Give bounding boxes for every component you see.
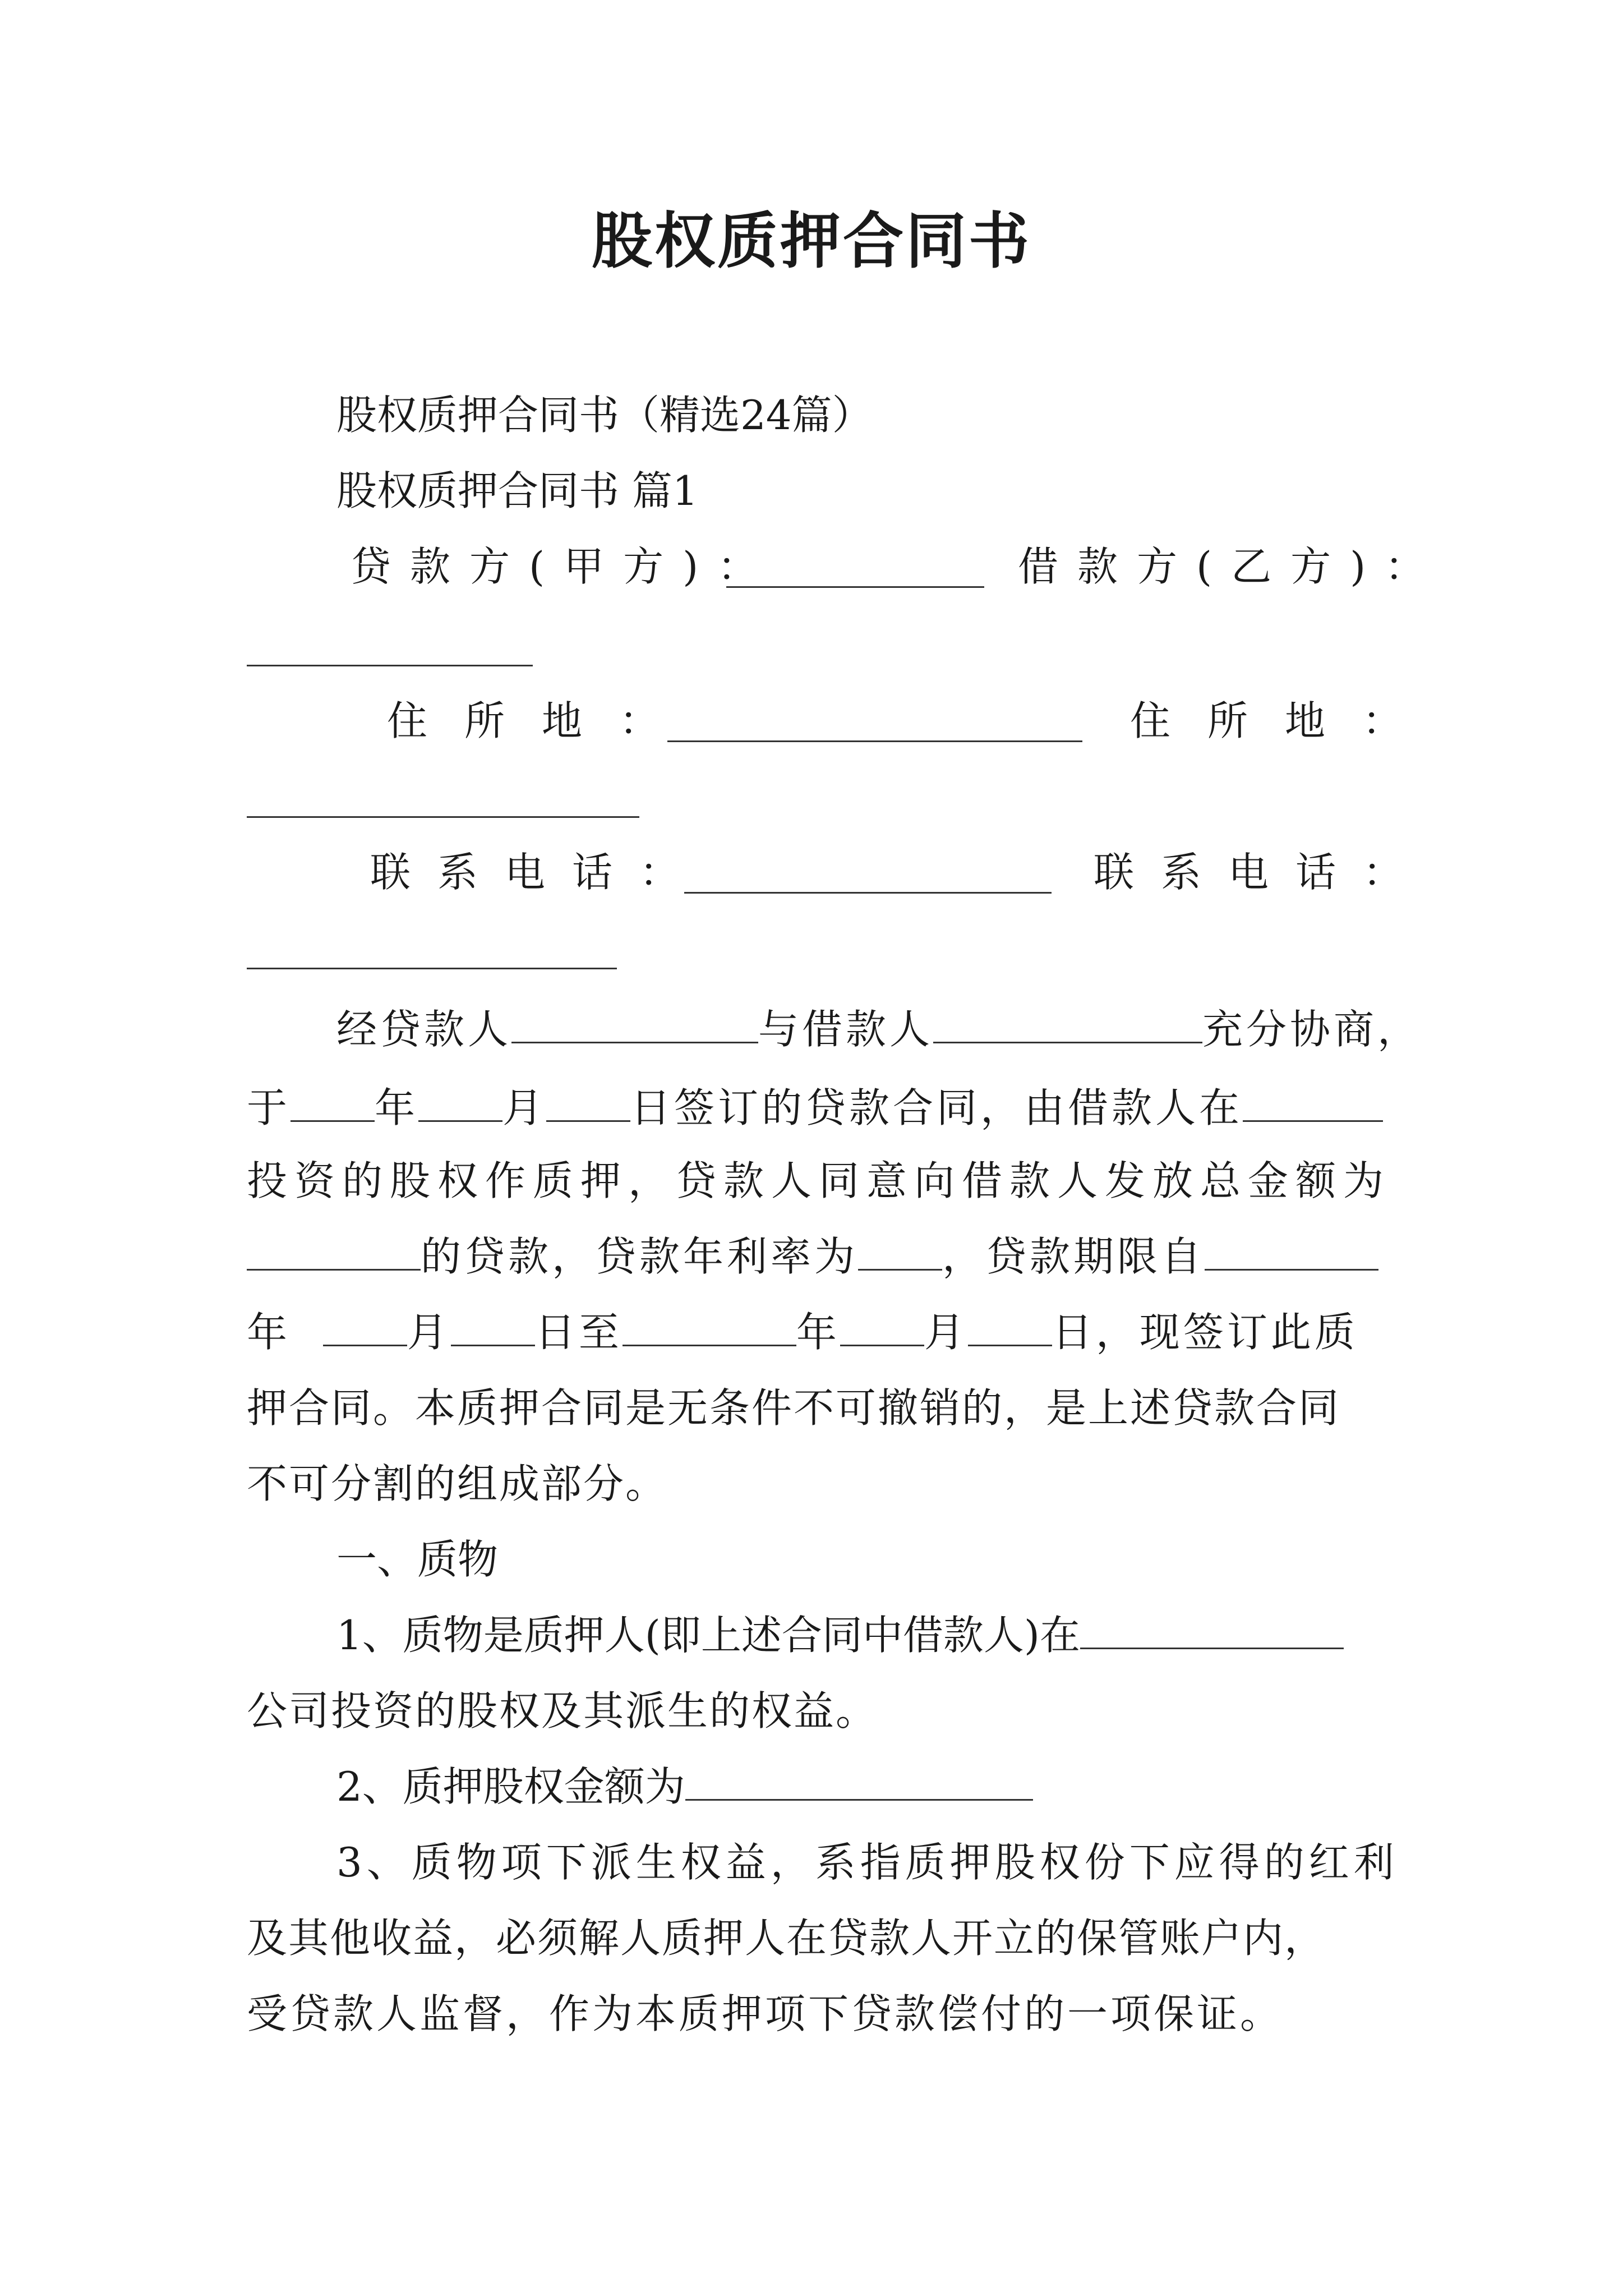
para1-line6: 押合同。本质押合同是无条件不可撤销的，是上述贷款合同 bbox=[247, 1384, 1341, 1432]
heading-zhiwu: 一、质物 bbox=[336, 1536, 499, 1583]
text: 日签订的贷款合同，由借款人在 bbox=[630, 1084, 1243, 1131]
fill-blank bbox=[418, 1087, 502, 1122]
item3-line3: 受贷款人监督，作为本质押项下贷款偿付的一项保证。 bbox=[247, 1990, 1284, 2037]
address-a-blank bbox=[667, 740, 1082, 742]
phone-b-label: 联系电话： bbox=[1094, 849, 1431, 896]
text: 于 bbox=[247, 1084, 291, 1131]
text: 年 bbox=[247, 1309, 291, 1356]
party-a-blank bbox=[726, 586, 984, 588]
text: 日至 bbox=[534, 1309, 623, 1356]
para1-line7: 不可分割的组成部分。 bbox=[247, 1460, 668, 1507]
para1-line4 bbox=[247, 1228, 1378, 1285]
phone-a-label: 联系电话： bbox=[370, 849, 707, 896]
para1-line2 bbox=[247, 1080, 1383, 1136]
address-b-blank bbox=[247, 816, 639, 818]
text: 日，现签订此质 bbox=[1052, 1309, 1358, 1356]
fill-blank bbox=[1080, 1614, 1344, 1649]
address-b-label: 住所地： bbox=[1130, 697, 1440, 744]
fill-blank bbox=[1243, 1087, 1383, 1122]
text: 月 bbox=[407, 1309, 451, 1356]
phone-b-blank bbox=[247, 968, 617, 969]
text: 与借款人 bbox=[758, 1006, 934, 1053]
phone-a-blank bbox=[684, 892, 1052, 894]
fill-blank bbox=[968, 1311, 1052, 1346]
fill-blank bbox=[1205, 1235, 1378, 1271]
fill-blank bbox=[546, 1087, 630, 1122]
item1-line2: 公司投资的股权及其派生的权益。 bbox=[247, 1687, 878, 1734]
document-title: 股权质押合同书 bbox=[591, 206, 1031, 277]
fill-blank bbox=[840, 1311, 924, 1346]
text: 经贷款人 bbox=[336, 1006, 512, 1053]
fill-blank bbox=[291, 1087, 375, 1122]
party-b-label: 借款方(乙方)： bbox=[1018, 543, 1445, 590]
text: ，贷款期限自 bbox=[942, 1233, 1205, 1280]
item1-line1 bbox=[336, 1607, 1344, 1663]
para1-line1 bbox=[336, 1001, 1421, 1057]
party-b-blank bbox=[247, 665, 533, 666]
address-a-label: 住所地： bbox=[387, 697, 697, 744]
fill-blank bbox=[451, 1311, 535, 1346]
text: 年 bbox=[796, 1309, 840, 1356]
section-heading: 股权质押合同书 篇1 bbox=[336, 467, 698, 514]
document-subtitle: 股权质押合同书（精选24篇） bbox=[336, 392, 873, 439]
text: 1、质物是质押人(即上述合同中借款人)在 bbox=[336, 1612, 1080, 1659]
text: 月 bbox=[502, 1084, 547, 1131]
para1-line3: 投资的股权作质押，贷款人同意向借款人发放总金额为 bbox=[247, 1157, 1391, 1204]
text: 2、质押股权金额为 bbox=[336, 1763, 685, 1810]
item3-line1: 3、质物项下派生权益，系指质押股权份下应得的红利 bbox=[336, 1839, 1399, 1886]
text: 月 bbox=[924, 1309, 968, 1356]
item2-line bbox=[336, 1759, 1033, 1815]
fill-blank bbox=[511, 1008, 758, 1043]
fill-blank bbox=[685, 1765, 1033, 1801]
text: 的贷款，贷款年利率为 bbox=[421, 1233, 859, 1280]
text: 年 bbox=[375, 1084, 419, 1131]
fill-blank bbox=[323, 1311, 407, 1346]
item3-line2: 及其他收益，必须解人质押人在贷款人开立的保管账户内， bbox=[247, 1915, 1326, 1962]
fill-blank bbox=[933, 1008, 1202, 1043]
fill-blank bbox=[623, 1311, 796, 1346]
fill-blank bbox=[247, 1235, 421, 1271]
para1-line5 bbox=[247, 1304, 1358, 1360]
party-a-label: 贷款方(甲方)： bbox=[351, 543, 777, 590]
text: 充分协商， bbox=[1202, 1006, 1422, 1053]
fill-blank bbox=[858, 1235, 942, 1271]
